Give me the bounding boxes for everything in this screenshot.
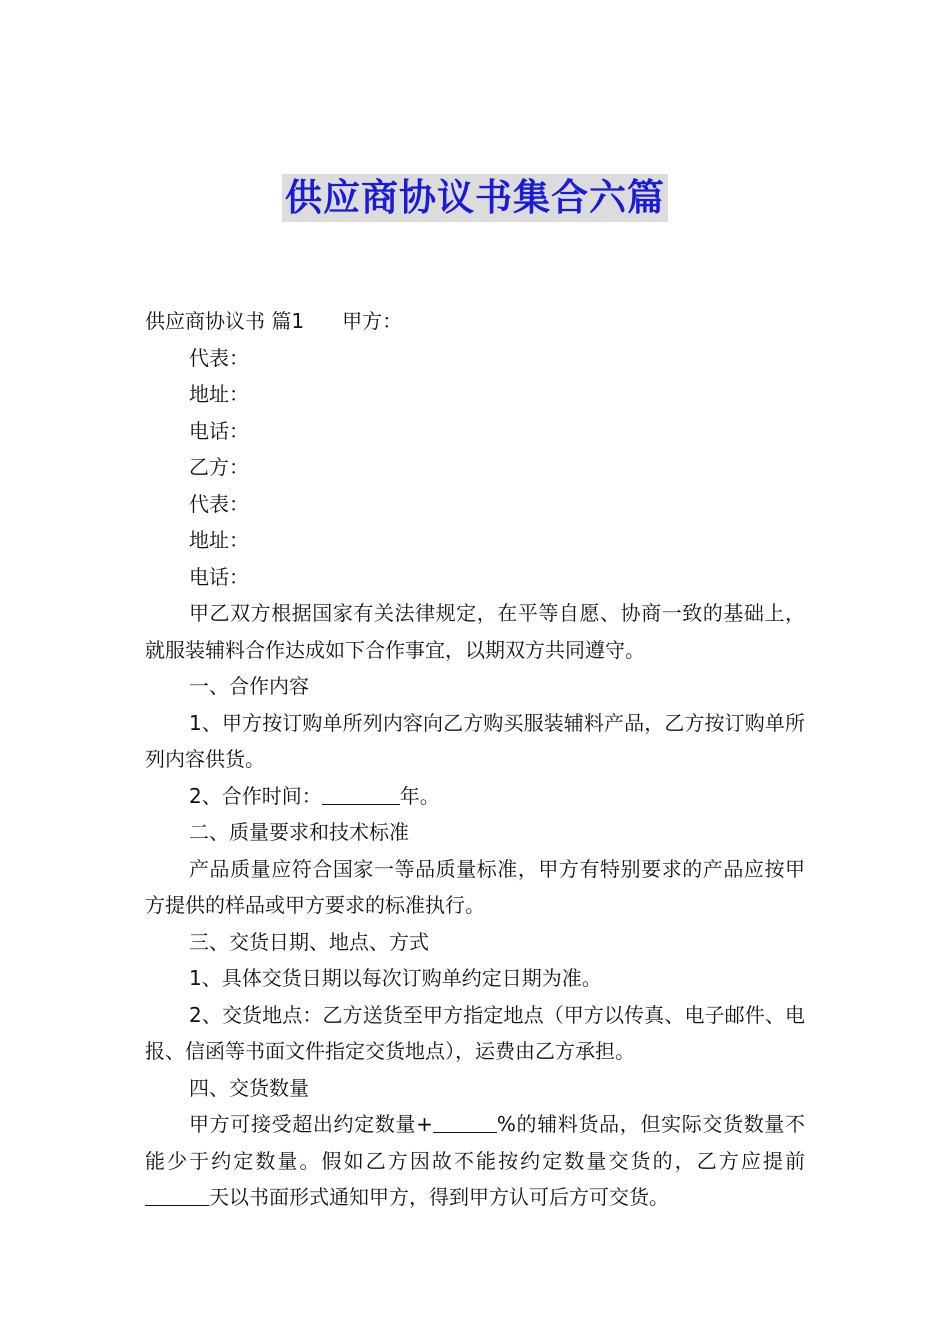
clause-text: 甲方可接受超出约定数量+ xyxy=(189,1112,433,1136)
party-field-address: 地址： xyxy=(189,528,249,552)
document-body xyxy=(145,303,805,1216)
document-title: 供应商协议书集合六篇 xyxy=(282,174,668,222)
clause-paragraph xyxy=(145,778,805,815)
fill-in-blank xyxy=(322,784,400,805)
fill-in-blank xyxy=(145,1185,209,1206)
section-label: 供应商协议书 篇1 xyxy=(145,309,305,333)
clause-text: 年。 xyxy=(399,783,440,808)
clause-text: 2、合作时间： xyxy=(189,783,322,808)
section-heading: 四、交货数量 xyxy=(189,1075,309,1100)
intro-line xyxy=(145,303,805,340)
clause-paragraph: 2、交货地点：乙方送货至甲方指定地点（甲方以传真、电子邮件、电报、信函等书面文件指定交货地点），运费由乙方承担。 xyxy=(145,1002,805,1063)
section-heading: 三、交货日期、地点、方式 xyxy=(189,929,429,954)
party-field-phone: 电话： xyxy=(189,418,249,443)
party-field-representative: 代表： xyxy=(189,345,249,370)
preamble-paragraph: 甲乙双方根据国家有关法律规定，在平等自愿、协商一致的基础上，就服装辅料合作达成如下合作事宜，以期双方共同遵守。 xyxy=(145,601,805,662)
party-a-label: 甲方： xyxy=(342,309,403,333)
clause-paragraph: 1、具体交货日期以每次订购单约定日期为准。 xyxy=(189,966,602,990)
section-heading: 二、质量要求和技术标准 xyxy=(189,820,409,844)
clause-text: %的辅料货品，但实际交货数量不能少于约定数量。假如乙方因故不能按约定数量交货的，乙方应提前 xyxy=(145,1112,805,1173)
party-field-phone: 电话： xyxy=(189,564,249,589)
party-field-representative: 代表： xyxy=(189,491,249,516)
clause-text: 天以书面形式通知甲方，得到甲方认可后方可交货。 xyxy=(209,1185,669,1209)
document-title-block xyxy=(0,174,950,222)
clause-paragraph xyxy=(145,1106,805,1216)
clause-paragraph: 1、甲方按订购单所列内容向乙方购买服装辅料产品，乙方按订购单所列内容供货。 xyxy=(145,710,805,771)
fill-in-blank xyxy=(433,1112,497,1133)
party-b-label: 乙方： xyxy=(189,455,249,479)
section-heading: 一、合作内容 xyxy=(189,674,309,698)
party-field-address: 地址： xyxy=(189,382,249,406)
clause-paragraph: 产品质量应符合国家一等品质量标准，甲方有特别要求的产品应按甲方提供的样品或甲方要求的标准执行。 xyxy=(145,856,805,917)
